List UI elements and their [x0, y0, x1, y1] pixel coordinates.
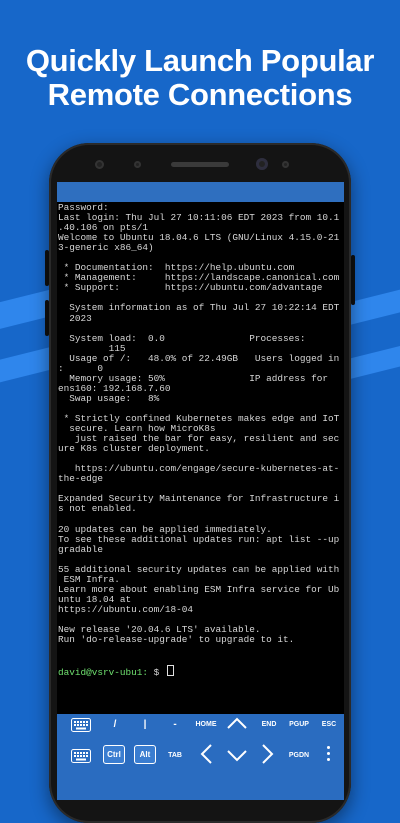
arrow-left-icon[interactable]: [199, 743, 213, 765]
app-bar: [57, 182, 344, 202]
terminal-line: Last login: Thu Jul 27 10:11:06 EDT 2023 from 10.1: [58, 212, 340, 224]
terminal-line: ure K8s cluster deployment.: [58, 443, 210, 455]
terminal-line: secure. Learn how MicroK8s: [58, 423, 216, 435]
terminal-line: [58, 655, 344, 665]
terminal-line: System information as of Thu Jul 27 10:22:14 EDT: [58, 302, 340, 314]
more-vertical-icon[interactable]: [327, 746, 331, 761]
terminal-line: 20 updates can be applied immediately.: [58, 523, 272, 535]
terminal-line: gradable: [58, 543, 104, 555]
terminal-line: just raised the bar for easy, resilient and sec: [58, 433, 340, 445]
terminal-line: s not enabled.: [58, 503, 137, 515]
terminal-line: * Support: https://ubuntu.com/advantage: [58, 282, 323, 294]
arrow-up-icon[interactable]: [226, 717, 248, 730]
phone-sensor: [95, 160, 104, 169]
terminal-prompt: david@vsrv-ubu1:: [58, 667, 149, 679]
keyboard-icon[interactable]: [71, 718, 91, 732]
terminal-line: 3-generic x86_64): [58, 242, 154, 254]
terminal-line: Swap usage: 8%: [58, 392, 160, 404]
terminal-prompt-suffix: $: [148, 667, 165, 679]
terminal-line: 2023: [58, 312, 92, 324]
terminal-line: New release '20.04.6 LTS' available.: [58, 623, 261, 635]
key-tab[interactable]: TAB: [168, 751, 182, 759]
terminal-line: * Management: https://landscape.canonical.com: [58, 272, 340, 284]
terminal-line: [58, 514, 344, 524]
headline-line-1: Quickly Launch Popular: [25, 43, 375, 78]
key-pgdn[interactable]: PGDN: [288, 751, 310, 759]
key-pipe[interactable]: |: [143, 718, 147, 730]
extra-keys-bar: [57, 714, 344, 800]
terminal-line: ESM Infra.: [58, 573, 120, 585]
key-esc[interactable]: ESC: [321, 720, 337, 728]
promo-headline: [0, 44, 400, 112]
key-slash[interactable]: /: [113, 718, 117, 730]
terminal-line: * Documentation: https://help.ubuntu.com: [58, 262, 295, 274]
terminal-line: * Strictly confined Kubernetes makes edge and IoT: [58, 412, 340, 424]
key-pgup[interactable]: PGUP: [289, 720, 309, 728]
terminal-prompt-line[interactable]: [58, 665, 344, 678]
phone-power-button: [351, 255, 355, 305]
phone-sensor: [282, 161, 289, 168]
terminal-line: Learn more about enabling ESM Infra service for Ub: [58, 583, 340, 595]
phone-speaker: [171, 162, 229, 167]
terminal-line: .40.106 on pts/1: [58, 222, 149, 234]
terminal-line: https://ubuntu.com/engage/secure-kubernetes-at-: [58, 463, 340, 475]
terminal-line: Usage of /: 48.0% of 22.49GB Users logged in: [58, 352, 340, 364]
arrow-right-icon[interactable]: [261, 743, 275, 765]
terminal-output[interactable]: [58, 203, 344, 678]
terminal-line: To see these additional updates run: apt list --up: [58, 533, 340, 545]
terminal-line: Password:: [58, 202, 109, 213]
terminal-line: Welcome to Ubuntu 18.04.6 LTS (GNU/Linux 4.15.0-21: [58, 232, 340, 244]
alt-key[interactable]: Alt: [134, 745, 156, 764]
phone-sensor: [134, 161, 141, 168]
terminal-line: the-edge: [58, 473, 104, 485]
terminal-line: : 0: [58, 362, 104, 374]
terminal-line: 115: [58, 342, 126, 354]
terminal-cursor: [167, 665, 174, 676]
terminal-line: System load: 0.0 Processes:: [58, 332, 306, 344]
terminal-line: https://ubuntu.com/18-04: [58, 603, 194, 615]
terminal-line: Run 'do-release-upgrade' to upgrade to it.: [58, 634, 295, 646]
key-dash[interactable]: -: [173, 718, 177, 730]
key-end[interactable]: END: [261, 720, 277, 728]
terminal-line: 55 additional security updates can be applied with: [58, 563, 340, 575]
terminal-line: untu 18.04 at: [58, 593, 132, 605]
arrow-down-icon[interactable]: [226, 749, 248, 762]
terminal-line: Expanded Security Maintenance for Infrastructure i: [58, 493, 340, 505]
keyboard-icon[interactable]: [71, 749, 91, 763]
terminal-line: [58, 645, 344, 655]
key-home[interactable]: HOME: [195, 720, 217, 728]
headline-line-2: Remote Connections: [47, 77, 353, 112]
phone-screen: [57, 182, 344, 800]
terminal-line: ens160: 192.168.7.60: [58, 382, 171, 394]
ctrl-key[interactable]: Ctrl: [103, 745, 125, 764]
terminal-line: Memory usage: 50% IP address for: [58, 372, 329, 384]
phone-camera-icon: [256, 158, 268, 170]
